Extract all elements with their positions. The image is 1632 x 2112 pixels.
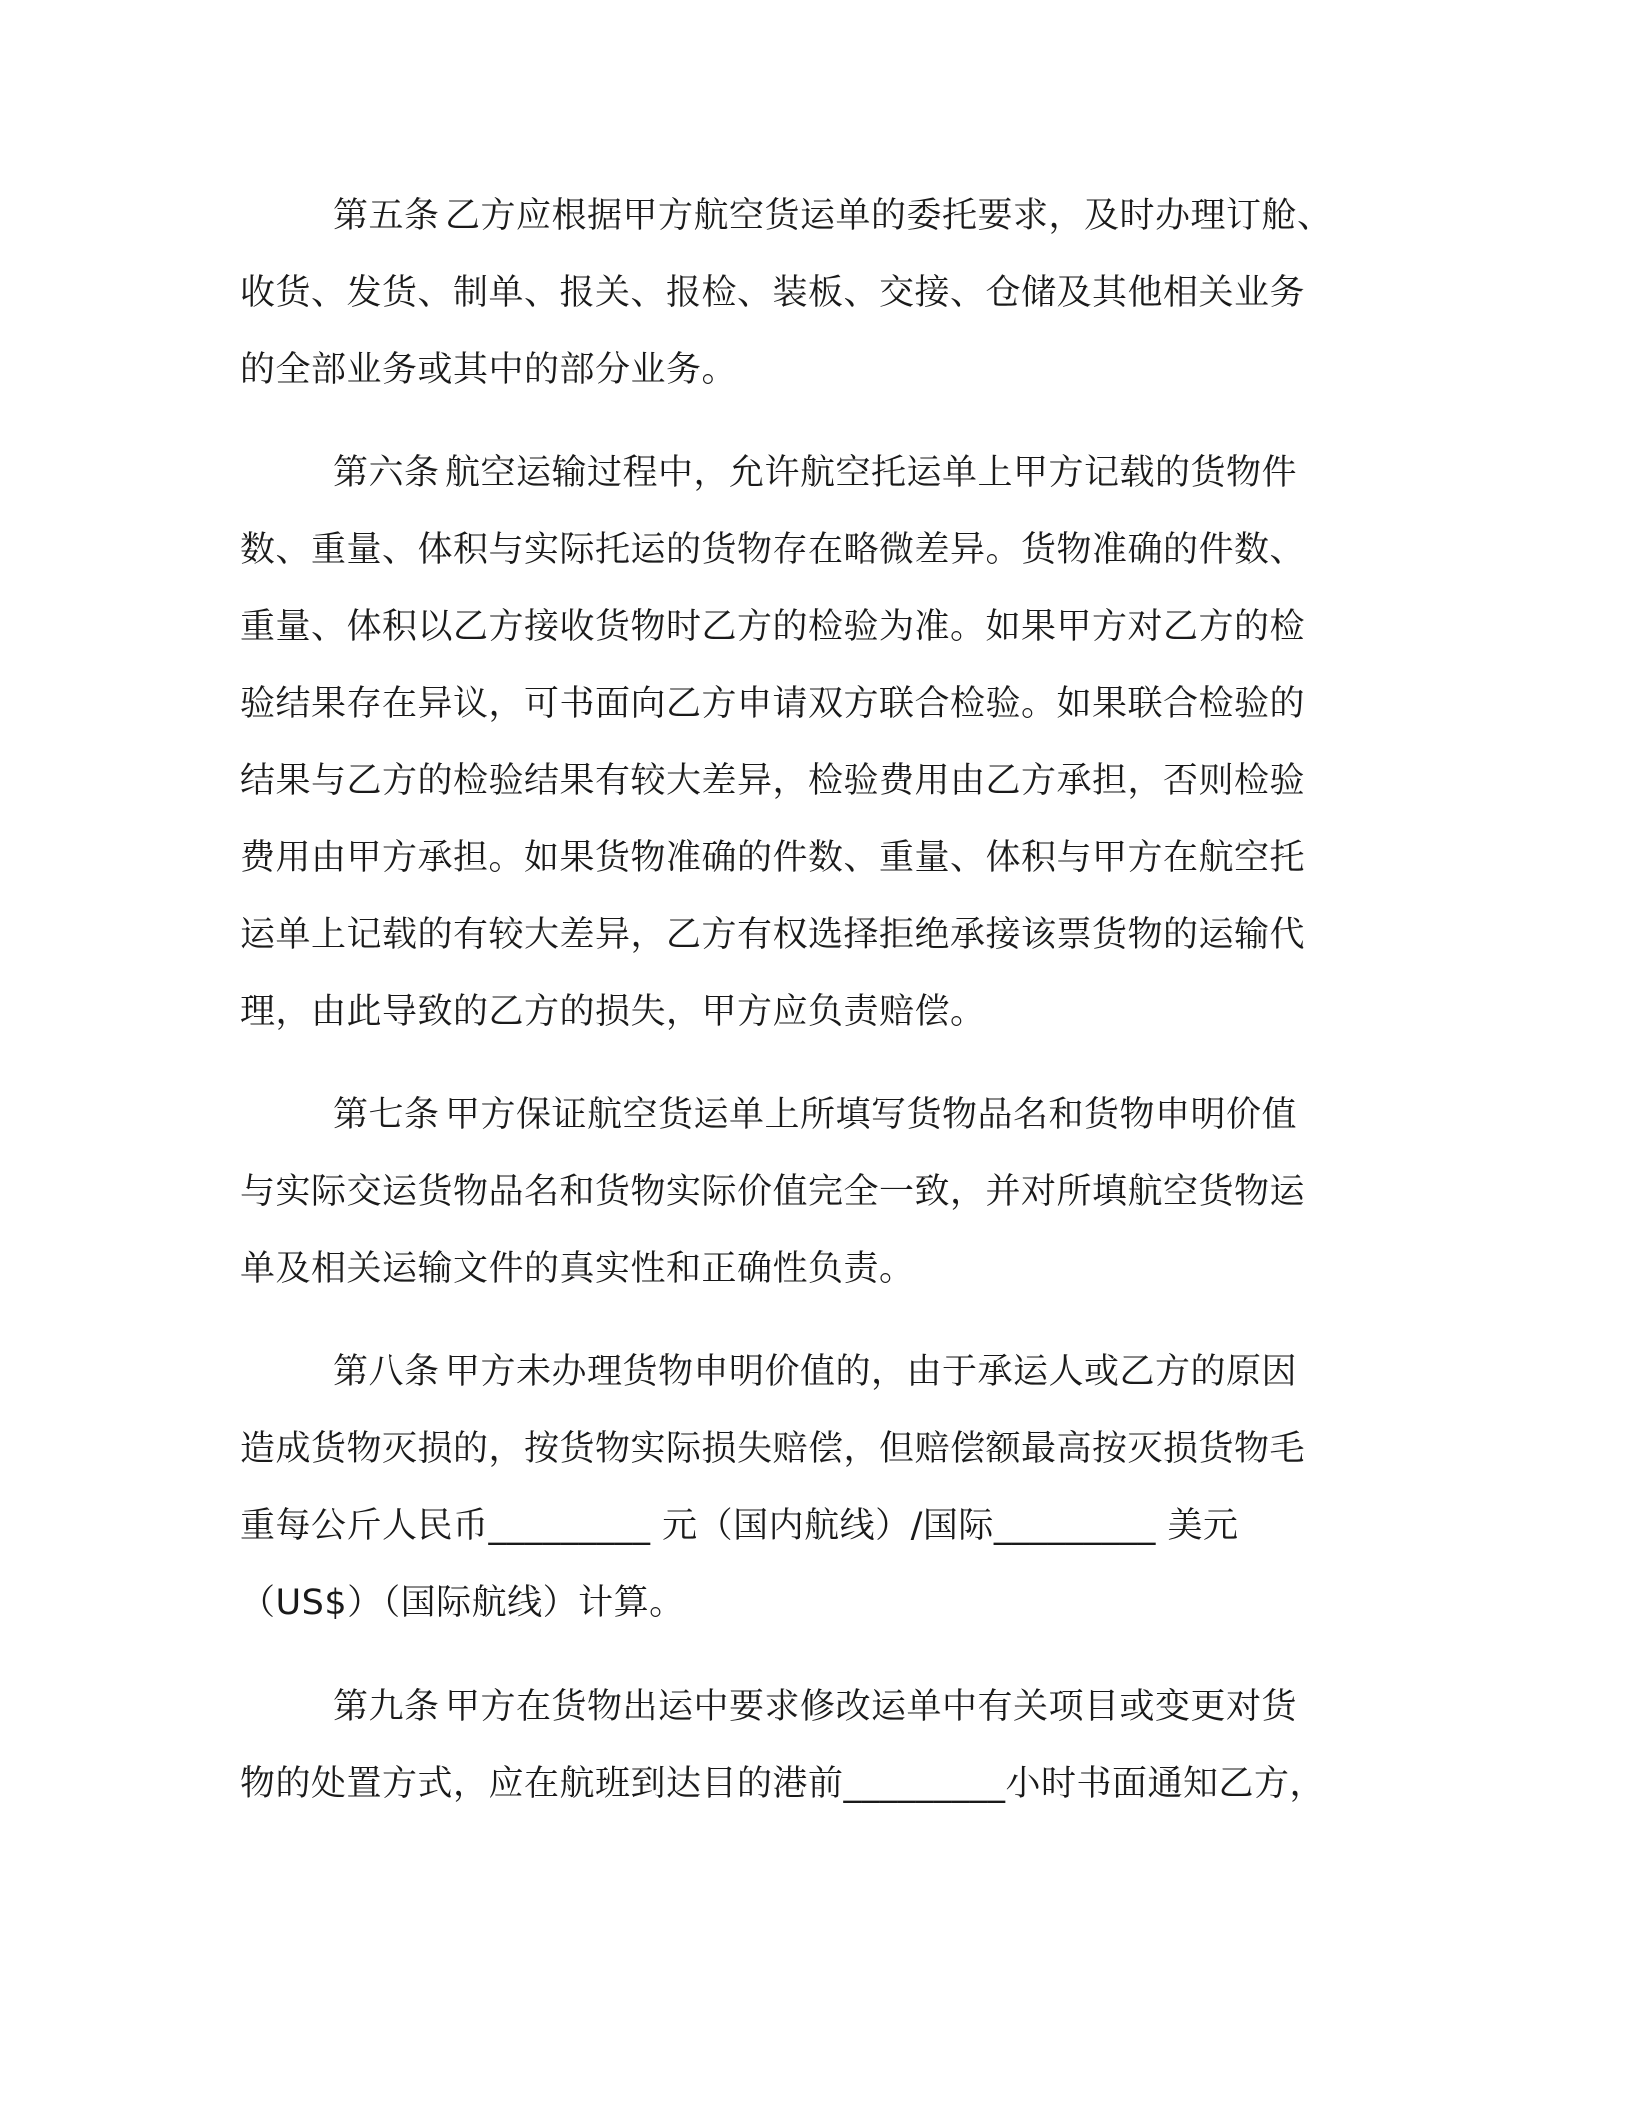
article-7 (240, 1077, 1410, 1308)
paragraph-line: 第七条 甲方保证航空货运单上所填写货物品名和货物申明价值 (240, 1077, 1410, 1154)
article-5 (240, 178, 1410, 409)
paragraph-line: 数、重量、体积与实际托运的货物存在略微差异。货物准确的件数、 (240, 530, 1306, 570)
paragraph-line: 与实际交运货物品名和货物实际价值完全一致，并对所填航空货物运 (240, 1172, 1306, 1212)
paragraph-line: 第六条 航空运输过程中，允许航空托运单上甲方记载的货物件 (240, 435, 1410, 512)
paragraph-line: 收货、发货、制单、报关、报检、装板、交接、仓储及其他相关业务 (240, 273, 1306, 313)
paragraph-line: 运单上记载的有较大差异，乙方有权选择拒绝承接该票货物的运输代 (240, 915, 1306, 955)
article-6 (240, 435, 1410, 1051)
paragraph-line: 验结果存在异议，可书面向乙方申请双方联合检验。如果联合检验的 (240, 684, 1306, 724)
article-8 (240, 1334, 1410, 1642)
paragraph-line: 重量、体积以乙方接收货物时乙方的检验为准。如果甲方对乙方的检 (240, 607, 1306, 647)
paragraph-line: 费用由甲方承担。如果货物准确的件数、重量、体积与甲方在航空托 (240, 838, 1306, 878)
paragraph-line: 的全部业务或其中的部分业务。 (240, 350, 738, 390)
article-number: 第九条 (333, 1687, 440, 1727)
paragraph-line: 理，由此导致的乙方的损失，甲方应负责赔偿。 (240, 992, 986, 1032)
paragraph-line: 第五条 乙方应根据甲方航空货运单的委托要求，及时办理订舱、 (240, 178, 1410, 255)
paragraph-line: 造成货物灭损的，按货物实际损失赔偿，但赔偿额最高按灭损货物毛 (240, 1429, 1306, 1469)
article-number: 第八条 (333, 1352, 440, 1392)
article-number: 第七条 (333, 1095, 440, 1135)
article-number: 第六条 (333, 453, 440, 493)
paragraph-line: 单及相关运输文件的真实性和正确性负责。 (240, 1249, 915, 1289)
article-9 (240, 1669, 1410, 1823)
paragraph-line: 物的处置方式，应在航班到达目的港前_________小时书面通知乙方， (240, 1764, 1326, 1804)
paragraph-line: 第八条 甲方未办理货物申明价值的，由于承运人或乙方的原因 (240, 1334, 1410, 1411)
paragraph-line: 结果与乙方的检验结果有较大差异，检验费用由乙方承担，否则检验 (240, 761, 1306, 801)
paragraph-line: 重每公斤人民币_________ 元（国内航线）/国际_________ 美元 (240, 1506, 1239, 1546)
article-number: 第五条 (333, 196, 440, 236)
paragraph-line: 第九条 甲方在货物出运中要求修改运单中有关项目或变更对货 (240, 1669, 1410, 1746)
paragraph-line: （US$）（国际航线）计算。 (240, 1583, 685, 1623)
